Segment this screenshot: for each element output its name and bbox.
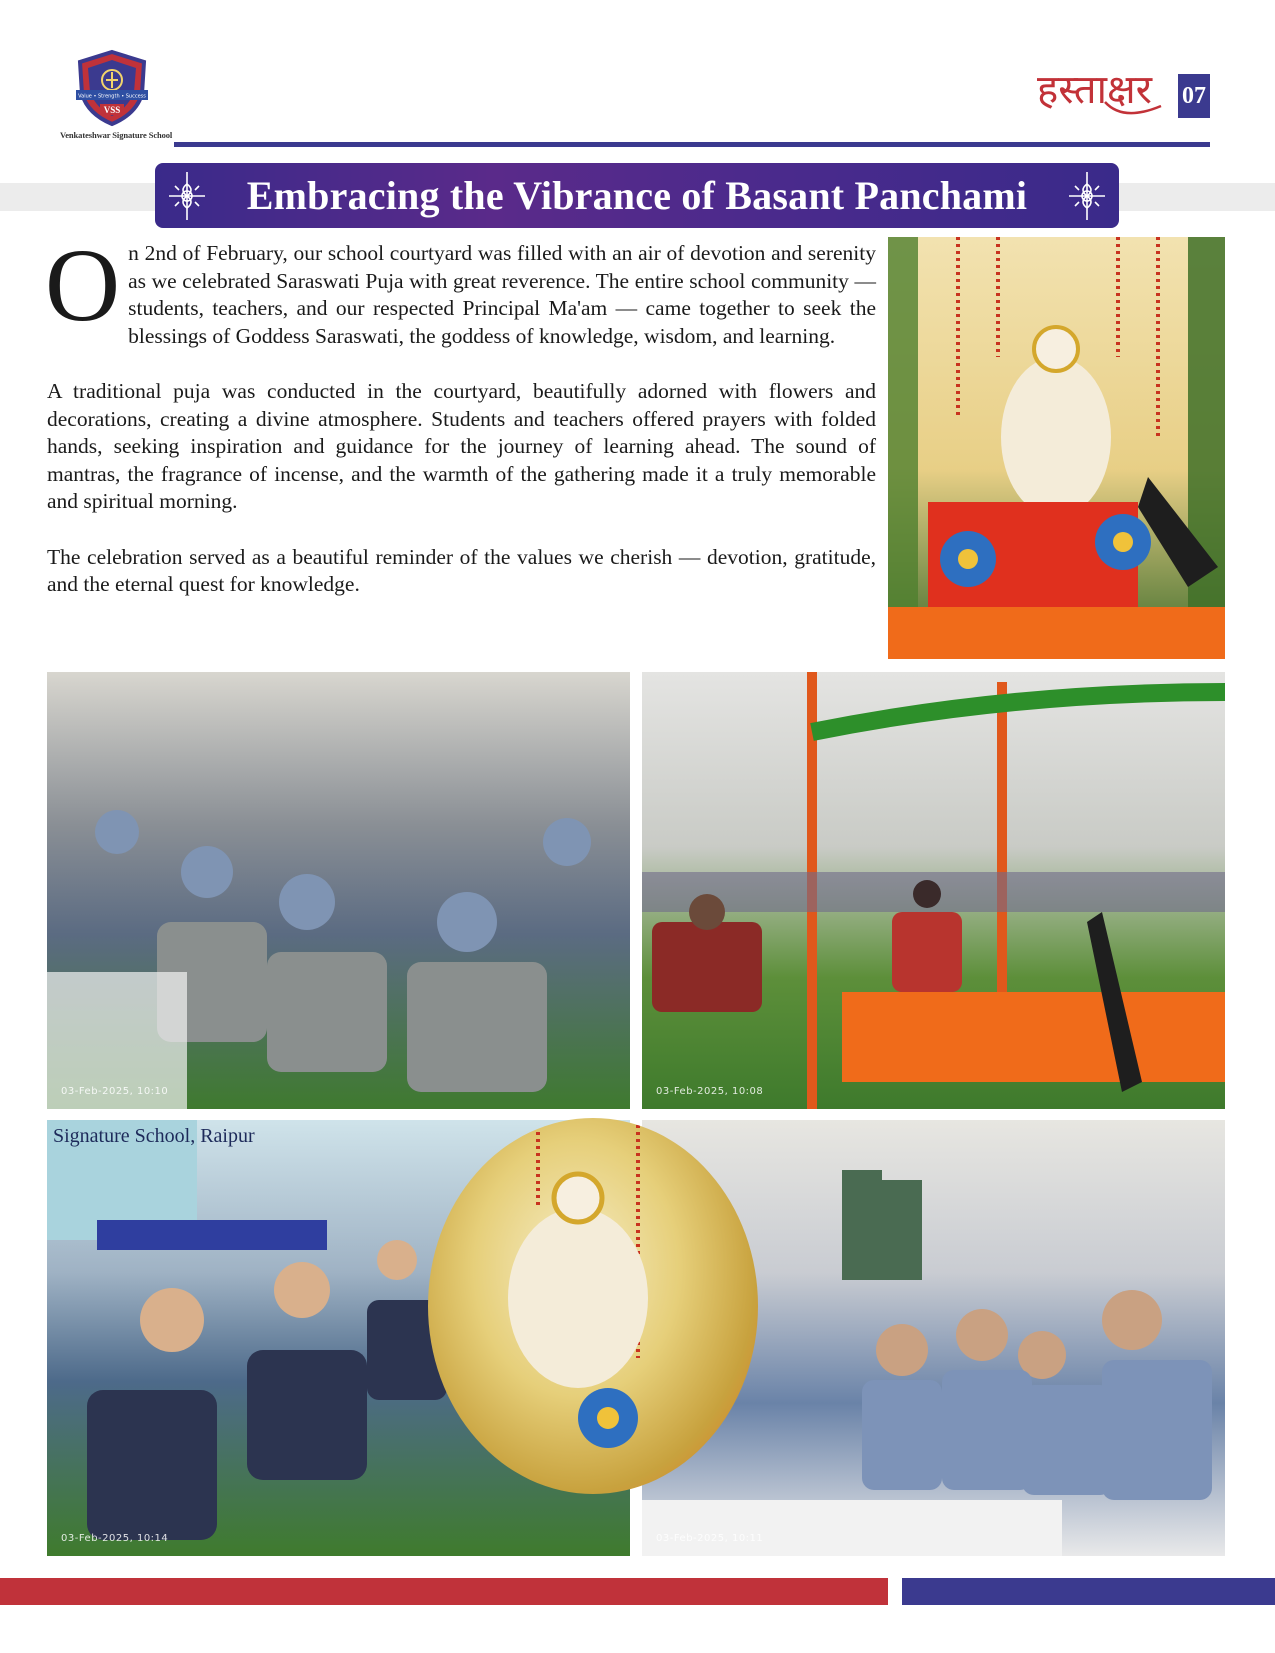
masthead-title: हस्ताक्षर bbox=[1037, 67, 1152, 113]
school-name: Venkateshwar Signature School bbox=[60, 130, 173, 140]
ornament-left-icon bbox=[165, 168, 209, 224]
header-divider bbox=[174, 142, 1210, 147]
idol-scene-image bbox=[888, 237, 1225, 659]
students-praying-photo-1 bbox=[47, 672, 630, 1109]
photo-timestamp: 03-Feb-2025, 10:14 bbox=[61, 1533, 169, 1544]
photo-timestamp: 03-Feb-2025, 10:11 bbox=[656, 1533, 764, 1544]
photo-timestamp: 03-Feb-2025, 10:08 bbox=[656, 1086, 764, 1097]
title-banner bbox=[155, 163, 1119, 228]
photo-timestamp: 03-Feb-2025, 10:10 bbox=[61, 1086, 169, 1097]
page-number: 07 bbox=[1178, 74, 1210, 118]
footer-bar-red bbox=[0, 1578, 888, 1605]
idol-closeup-image bbox=[428, 1118, 758, 1494]
logo-initials: VSS bbox=[103, 105, 121, 115]
students-scene-image bbox=[47, 672, 630, 1109]
drop-cap: O bbox=[45, 228, 121, 343]
backdrop-banner-text: Signature School, Raipur bbox=[53, 1125, 255, 1147]
ornament-right-icon bbox=[1065, 168, 1109, 224]
masthead-swash-icon bbox=[1103, 98, 1163, 120]
puja-scene-image bbox=[642, 672, 1225, 1109]
article-paragraph-3: The celebration served as a beautiful reminder of the values we cherish — devotion, gratitude, and the eternal quest for knowledge. bbox=[47, 544, 876, 597]
article-body bbox=[45, 228, 876, 626]
footer-bar-blue bbox=[902, 1578, 1275, 1605]
logo-motto: Value • Strength • Success bbox=[78, 93, 146, 100]
puja-ceremony-photo bbox=[642, 672, 1225, 1109]
idol-circle-inset bbox=[428, 1118, 758, 1494]
article-paragraph-1: On 2nd of February, our school courtyard was filled with an air of devotion and serenity as we celebrated Saraswati Puja with great reverence. The entire school community — students, teachers, and our respected Principal Ma'am — came together to seek the blessings of Goddess Saraswati, the goddess of knowledge, wisdom, and learning. bbox=[45, 228, 876, 348]
saraswati-idol-photo bbox=[888, 237, 1225, 659]
shield-emblem-icon bbox=[70, 48, 154, 128]
school-logo bbox=[60, 48, 173, 140]
page-title: Embracing the Vibrance of Basant Panchami bbox=[246, 173, 1028, 218]
article-paragraph-2: A traditional puja was conducted in the courtyard, beautifully adorned with flowers and decorations, creating a divine atmosphere. Students and teachers offered prayers with folded hands, seeking inspiration and guidance for the journey of learning ahead. The sound of mantras, the fragrance of incense, and the warmth of the gathering made it a truly memorable and spiritual morning. bbox=[47, 378, 876, 514]
